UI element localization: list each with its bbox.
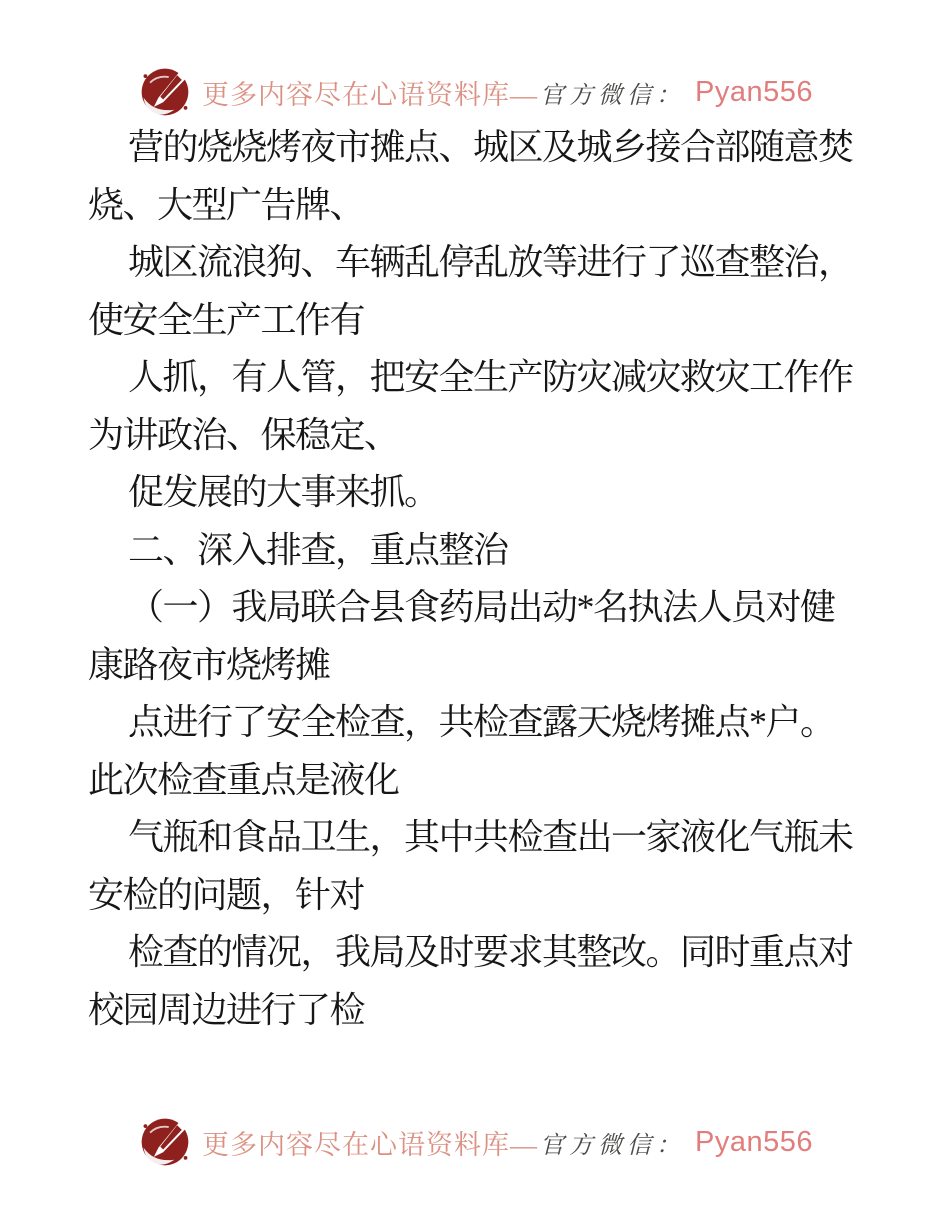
watermark-brand-text: 更多内容尽在心语资料库— <box>202 1129 538 1160</box>
wechat-label: 官方微信： <box>540 82 685 109</box>
text-line: 检查的情况，我局及时要求其整改。同时重点对 <box>128 932 853 972</box>
text-line: 康路夜市烧烤摊 <box>88 644 330 685</box>
text-line: 促发展的大事来抓。 <box>128 472 439 512</box>
text-line: 营的烧烧烤夜市摊点、城区及城乡接合部随意焚 <box>128 127 853 167</box>
document-body <box>88 119 918 1039</box>
text-line: 二、深入排查，重点整治 <box>128 529 508 570</box>
text-line: 烧、大型广告牌、 <box>88 184 365 225</box>
text-line: 校园周边进行了检 <box>88 989 365 1030</box>
text-line: 城区流浪狗、车辆乱停乱放等进行了巡查整治， <box>128 242 853 282</box>
wechat-label: 官方微信： <box>540 1132 685 1159</box>
brand-logo-icon <box>137 64 193 120</box>
wechat-id: Pyan556 <box>695 75 813 108</box>
brand-logo-icon <box>137 1114 193 1170</box>
text-line: 人抓，有人管，把安全生产防灾减灾救灾工作作 <box>128 357 853 397</box>
text-line: 安检的问题，针对 <box>88 874 365 915</box>
text-line: （一）我局联合县食药局出动*名执法人员对健 <box>128 587 835 627</box>
text-line: 使安全生产工作有 <box>88 299 365 340</box>
wechat-id: Pyan556 <box>695 1125 813 1158</box>
watermark-brand-text: 更多内容尽在心语资料库— <box>202 79 538 110</box>
text-line: 点进行了安全检查，共检查露天烧烤摊点*户。 <box>128 702 835 742</box>
text-line: 为讲政治、保稳定、 <box>88 414 399 455</box>
text-line: 气瓶和食品卫生，其中共检查出一家液化气瓶未 <box>128 817 853 857</box>
footer-watermark <box>0 1114 950 1170</box>
text-line: 此次检查重点是液化 <box>88 759 399 800</box>
header-watermark <box>0 64 950 120</box>
